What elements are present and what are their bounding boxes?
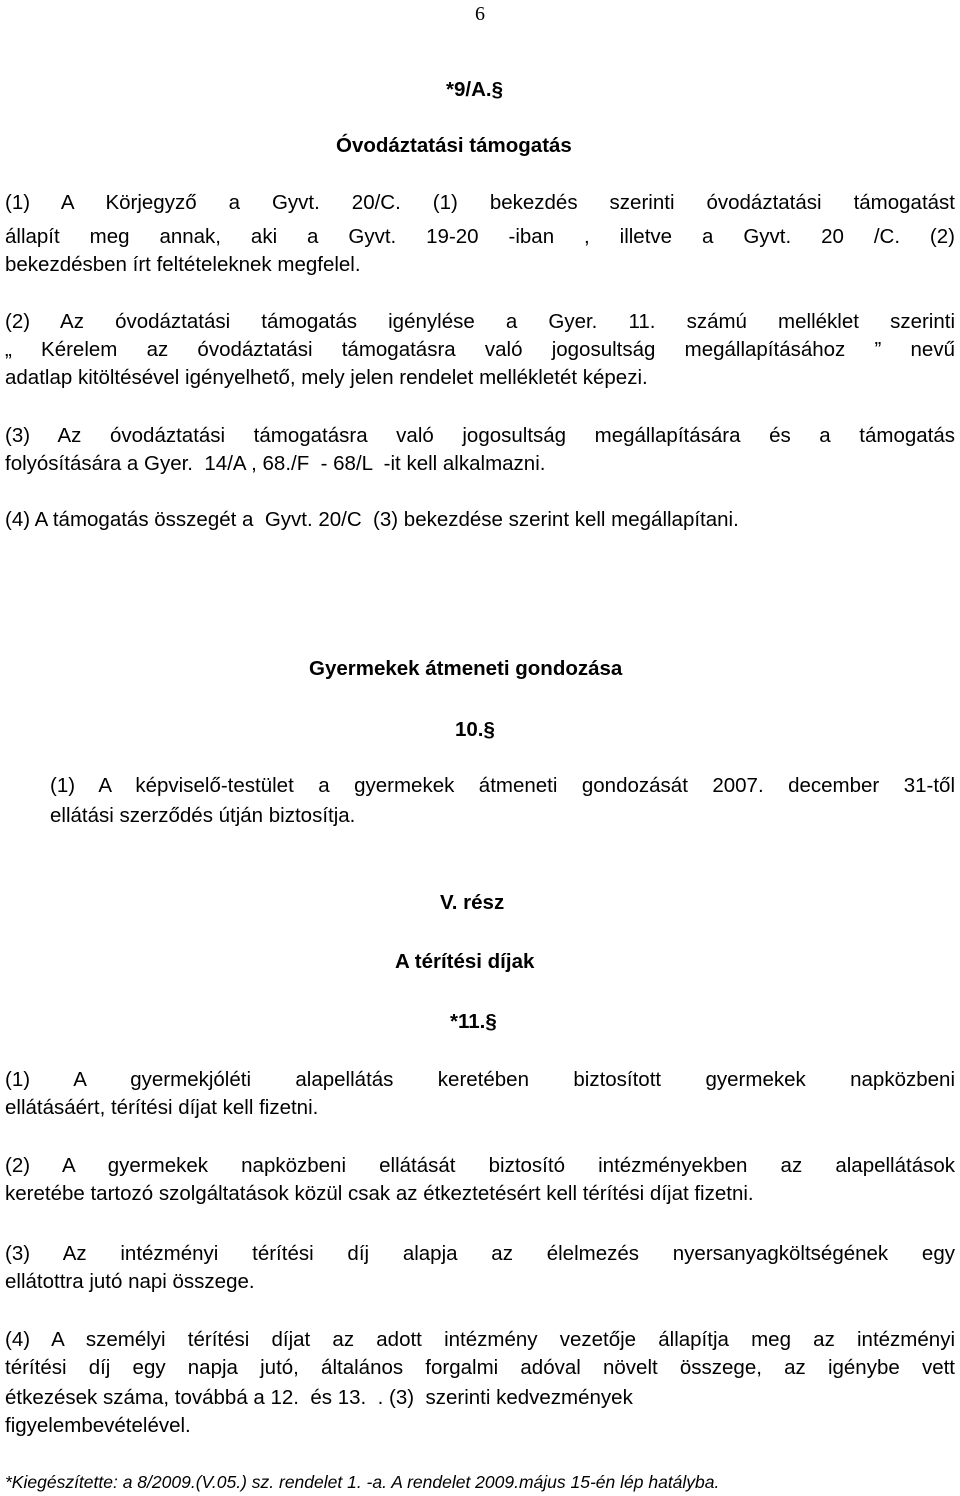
paragraph-line: (4) A támogatás összegét a Gyvt. 20/C (3) bekezdése szerint kell megállapítani. [5, 508, 739, 531]
part-title: A térítési díjak [395, 950, 535, 973]
section-heading: *11.§ [450, 1010, 497, 1033]
paragraph-line: adatlap kitöltésével igényelhető, mely jelen rendelet mellékletét képezi. [5, 366, 648, 389]
paragraph-line: (3) Az intézményi térítési díj alapja az élelmezés nyersanyagköltségének egy [5, 1242, 955, 1265]
paragraph-line: (1) A Körjegyző a Gyvt. 20/C. (1) bekezdés szerinti óvodáztatási támogatást [5, 191, 955, 214]
paragraph-line: bekezdésben írt feltételeknek megfelel. [5, 253, 361, 276]
paragraph-line: (4) A személyi térítési díjat az adott intézmény vezetője állapítja meg az intézményi [5, 1328, 955, 1351]
page-number: 6 [475, 3, 485, 25]
paragraph-line: (2) Az óvodáztatási támogatás igénylése a Gyer. 11. számú melléklet szerinti [5, 310, 955, 333]
section-heading: 10.§ [455, 718, 495, 741]
section-heading: *9/A.§ [446, 78, 503, 101]
footnote: *Kiegészítette: a 8/2009.(V.05.) sz. rendelet 1. -a. A rendelet 2009.május 15-én lép hatályba. [5, 1472, 720, 1492]
section-title: Gyermekek átmeneti gondozása [309, 657, 623, 680]
paragraph-line: ellátási szerződés útján biztosítja. [50, 804, 356, 827]
paragraph-line: ellátásáért, térítési díjat kell fizetni. [5, 1096, 319, 1119]
paragraph-line: figyelembevételével. [5, 1414, 191, 1437]
paragraph-line: ellátottra jutó napi összege. [5, 1270, 255, 1293]
paragraph-line: (1) A gyermekjóléti alapellátás keretében biztosított gyermekek napközbeni [5, 1068, 955, 1091]
paragraph-line: (3) Az óvodáztatási támogatásra való jogosultság megállapítására és a támogatás [5, 424, 955, 447]
section-sign: § [483, 718, 495, 741]
section-sign: § [491, 78, 503, 101]
paragraph-line: állapít meg annak, aki a Gyvt. 19-20 -iban , illetve a Gyvt. 20 /C. (2) [5, 225, 955, 248]
paragraph-line: étkezések száma, továbbá a 12. és 13. . (3) szerinti kedvezmények [5, 1386, 633, 1409]
paragraph-line: (2) A gyermekek napközbeni ellátását biztosító intézményekben az alapellátások [5, 1154, 955, 1177]
paragraph-line: keretébe tartozó szolgáltatások közül csak az étkeztetésért kell térítési díjat fizetni. [5, 1182, 754, 1205]
paragraph-line: térítési díj egy napja jutó, általános forgalmi adóval növelt összege, az igénybe vett [5, 1356, 955, 1379]
section-title: Óvodáztatási támogatás [336, 134, 572, 157]
paragraph-line: folyósítására a Gyer. 14/A , 68./F - 68/L -it kell alkalmazni. [5, 452, 546, 475]
paragraph-line: „ Kérelem az óvodáztatási támogatásra való jogosultság megállapításához ” nevű [5, 338, 955, 361]
part-heading: V. rész [440, 891, 505, 914]
paragraph-line: (1) A képviselő-testület a gyermekek átmeneti gondozását 2007. december 31-től [50, 774, 955, 797]
section-sign: § [485, 1010, 497, 1033]
